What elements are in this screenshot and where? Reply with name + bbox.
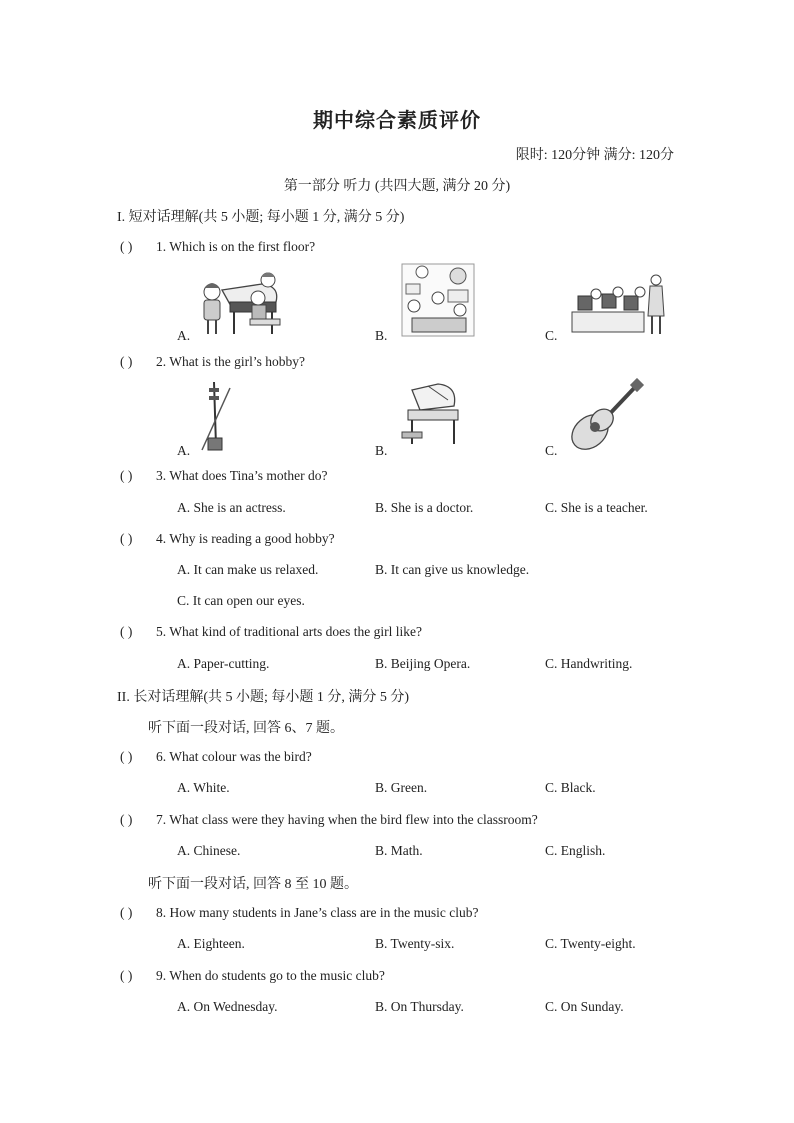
question-1 xyxy=(120,239,315,255)
question-8 xyxy=(120,905,478,921)
answer-blank[interactable]: ( ) xyxy=(120,624,133,639)
question-text: 4. Why is reading a good hobby? xyxy=(156,531,335,546)
listening-instruction: 听下面一段对话, 回答 8 至 10 题。 xyxy=(148,877,358,892)
question-4 xyxy=(120,531,335,547)
piano-picture xyxy=(398,380,468,448)
option-b: B. Twenty-six. xyxy=(375,936,455,951)
art-class-picture xyxy=(400,262,476,338)
option-c: C. Handwriting. xyxy=(545,656,633,671)
question-5 xyxy=(120,624,422,640)
option-c: C. Twenty-eight. xyxy=(545,936,636,951)
option-c-label: C. xyxy=(545,443,558,458)
option-b-label: B. xyxy=(375,443,388,458)
question-2 xyxy=(120,354,305,370)
option-a: A. Chinese. xyxy=(177,843,241,858)
option-b: B. On Thursday. xyxy=(375,999,464,1014)
question-6 xyxy=(120,749,312,765)
section-1-heading: I. 短对话理解(共 5 小题; 每小题 1 分, 满分 5 分) xyxy=(117,210,405,225)
question-3 xyxy=(120,468,328,484)
question-text: 7. What class were they having when the bird flew into the classroom? xyxy=(156,812,538,827)
option-b: B. Green. xyxy=(375,780,428,795)
answer-blank[interactable]: ( ) xyxy=(120,968,133,983)
option-b: B. She is a doctor. xyxy=(375,500,474,515)
answer-blank[interactable]: ( ) xyxy=(120,812,133,827)
option-c: C. She is a teacher. xyxy=(545,500,648,515)
option-a: A. On Wednesday. xyxy=(177,999,278,1014)
option-c: C. Black. xyxy=(545,780,596,795)
option-c-label: C. xyxy=(545,328,558,343)
answer-blank[interactable]: ( ) xyxy=(120,239,133,254)
question-text: 3. What does Tina’s mother do? xyxy=(156,468,328,483)
option-c: C. It can open our eyes. xyxy=(177,593,305,608)
answer-blank[interactable]: ( ) xyxy=(120,531,133,546)
option-a: A. She is an actress. xyxy=(177,500,286,515)
exam-meta: 限时: 120分钟 满分: 120分 xyxy=(515,148,674,163)
answer-blank[interactable]: ( ) xyxy=(120,468,133,483)
listening-instruction: 听下面一段对话, 回答 6、7 题。 xyxy=(148,721,344,736)
section-2-heading: II. 长对话理解(共 5 小题; 每小题 1 分, 满分 5 分) xyxy=(117,690,410,705)
option-a: A. Paper-cutting. xyxy=(177,656,270,671)
page-title: 期中综合素质评价 xyxy=(313,108,481,132)
answer-blank[interactable]: ( ) xyxy=(120,749,133,764)
question-text: 6. What colour was the bird? xyxy=(156,749,312,764)
option-b: B. Math. xyxy=(375,843,423,858)
option-b-label: B. xyxy=(375,328,388,343)
part-heading: 第一部分 听力 (共四大题, 满分 20 分) xyxy=(283,179,511,194)
option-a-label: A. xyxy=(177,443,191,458)
question-9 xyxy=(120,968,385,984)
question-text: 8. How many students in Jane’s class are in the music club? xyxy=(156,905,479,920)
erhu-picture xyxy=(196,380,236,454)
answer-blank[interactable]: ( ) xyxy=(120,905,133,920)
option-b: B. It can give us knowledge. xyxy=(375,562,530,577)
answer-blank[interactable]: ( ) xyxy=(120,354,133,369)
option-c: C. English. xyxy=(545,843,606,858)
option-a: A. It can make us relaxed. xyxy=(177,562,319,577)
question-7 xyxy=(120,812,538,828)
kids-at-piano-picture xyxy=(192,262,292,338)
option-a: A. White. xyxy=(177,780,230,795)
question-text: 2. What is the girl’s hobby? xyxy=(156,354,305,369)
question-text: 9. When do students go to the music club? xyxy=(156,968,385,983)
question-text: 1. Which is on the first floor? xyxy=(156,239,316,254)
option-a-label: A. xyxy=(177,328,191,343)
option-b: B. Beijing Opera. xyxy=(375,656,471,671)
question-text: 5. What kind of traditional arts does the girl like? xyxy=(156,624,422,639)
option-c: C. On Sunday. xyxy=(545,999,624,1014)
option-a: A. Eighteen. xyxy=(177,936,245,951)
computer-class-picture xyxy=(568,272,668,338)
guitar-picture xyxy=(566,378,646,452)
